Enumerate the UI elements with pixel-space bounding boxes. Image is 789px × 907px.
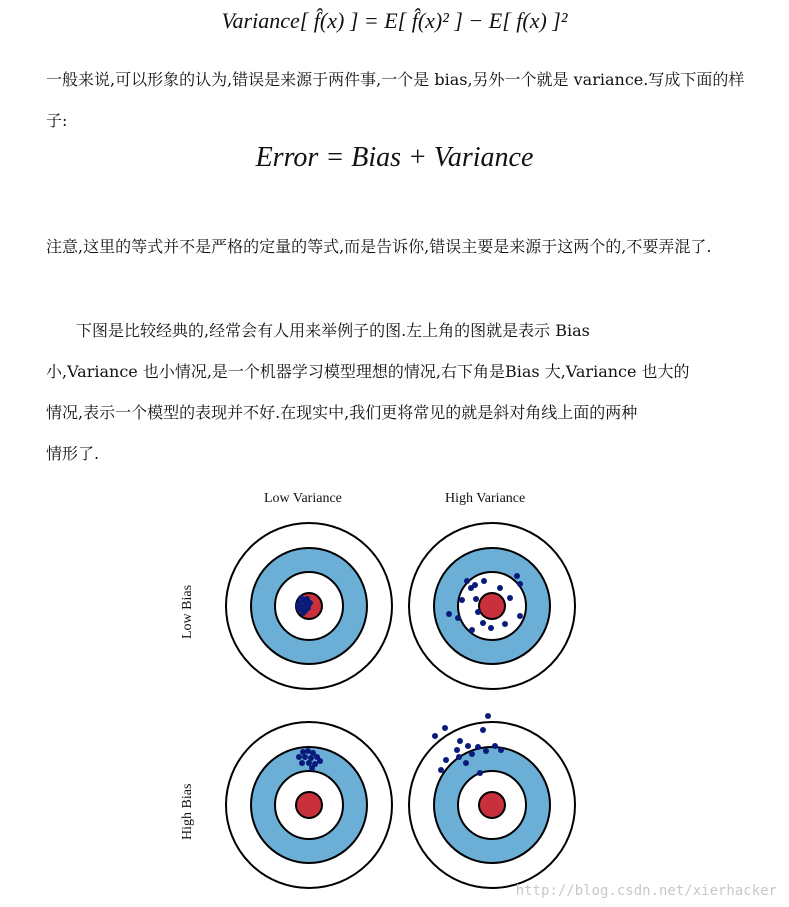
target-high-bias-low-variance <box>226 722 392 888</box>
target-low-bias-low-variance <box>226 523 392 689</box>
col-label-low-variance: Low Variance <box>264 491 342 506</box>
watermark: http://blog.csdn.net/xierhacker <box>515 883 777 899</box>
paragraph-figure-line-3: 情况,表示一个模型的表现并不好.在现实中,我们更将常见的就是斜对角线上面的两种 <box>46 403 638 422</box>
target-high-bias-high-variance <box>409 713 575 888</box>
target-low-bias-high-variance <box>409 523 575 689</box>
paragraph-figure-line-1: 下图是比较经典的,经常会有人用来举例子的图.左上角的图就是表示 Bias <box>76 321 590 340</box>
variance-equation: Variance[ f̂(x) ] = E[ f̂(x)² ] − E[ f(x) ]² <box>221 8 568 33</box>
bias-variance-figure <box>0 478 789 907</box>
row-label-high-bias: High Bias <box>180 783 195 840</box>
paragraph-note: 注意,这里的等式并不是严格的定量的等式,而是告诉你,错误主要是来源于这两个的,不要弄混了. <box>46 237 712 256</box>
paragraph-figure-line-4: 情形了. <box>46 444 100 463</box>
col-label-high-variance: High Variance <box>445 491 526 506</box>
targets-svg <box>0 478 789 907</box>
error-equation: Error = Bias + Variance <box>255 142 534 173</box>
row-label-low-bias: Low Bias <box>180 584 195 639</box>
paragraph-error-sources: 一般来说,可以形象的认为,错误是来源于两件事,一个是 bias,另外一个就是 variance.写成下面的样子: <box>46 70 745 130</box>
paragraph-figure-line-2: 小,Variance 也小情况,是一个机器学习模型理想的情况,右下角是Bias 大,Variance 也大的 <box>46 362 690 381</box>
